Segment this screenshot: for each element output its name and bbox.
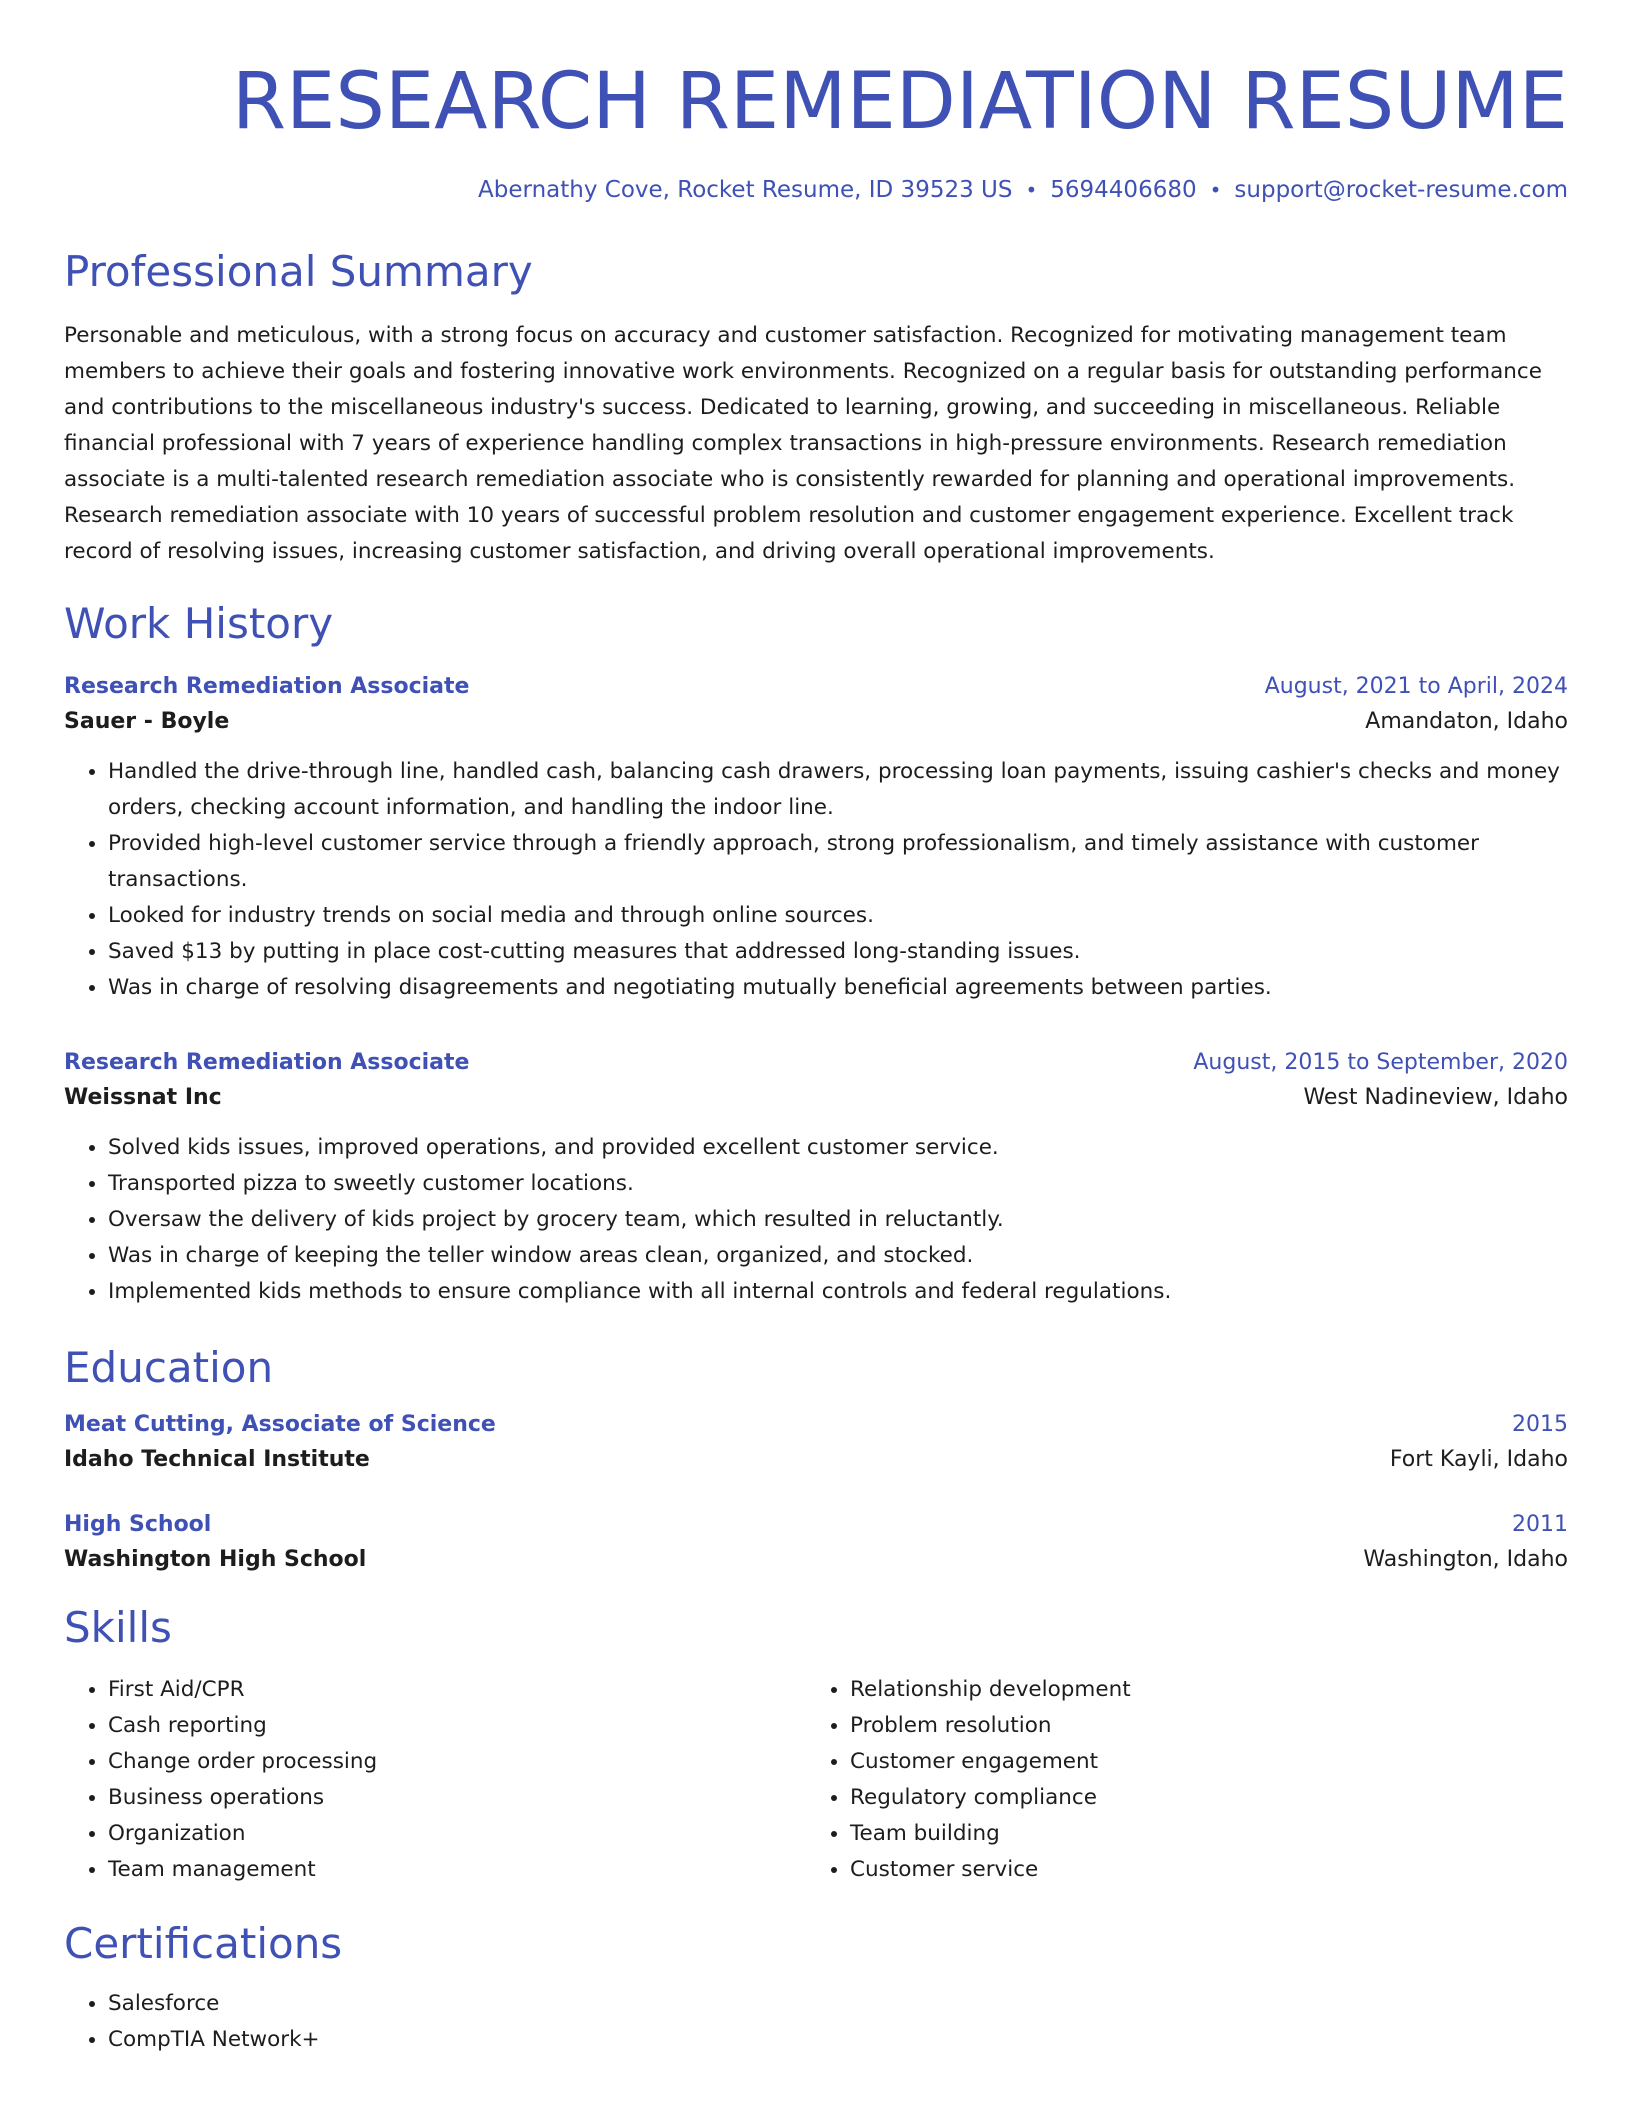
- skill-item: • Organization: [108, 1816, 806, 1852]
- skill-item: • Problem resolution: [850, 1708, 1548, 1744]
- certification-item: • Salesforce: [108, 1986, 1568, 2022]
- skill-item: • First Aid/CPR: [108, 1672, 806, 1708]
- list-item: • Transported pizza to sweetly customer locations.: [108, 1166, 1568, 1202]
- resume-title: RESEARCH REMEDIATION RESUME: [231, 57, 1568, 147]
- section-title-education: Education: [64, 1343, 274, 1392]
- skill-item: • Change order processing: [108, 1744, 806, 1780]
- job-dates: August, 2021 to April, 2024: [1264, 674, 1568, 699]
- skills-list-right: [806, 1672, 1548, 1888]
- list-item: • Implemented kids methods to ensure compliance with all internal controls and federal regulations.: [108, 1274, 1568, 1310]
- skills-list-left: [64, 1672, 806, 1888]
- list-item: • Saved $13 by putting in place cost-cutting measures that addressed long-standing issues.: [108, 934, 1568, 970]
- skill-item: • Regulatory compliance: [850, 1780, 1548, 1816]
- education-entry: [64, 1508, 1568, 1578]
- contact-line: [64, 174, 1568, 206]
- contact-email[interactable]: support@rocket-resume.com: [1234, 177, 1568, 203]
- skills-columns: [64, 1672, 1568, 1888]
- job-bullets: [64, 1130, 1568, 1310]
- contact-phone: 5694406680: [1050, 177, 1197, 203]
- job-title: Research Remediation Associate: [64, 674, 470, 699]
- degree-name: Meat Cutting, Associate of Science: [64, 1412, 496, 1437]
- graduation-year: 2011: [1512, 1512, 1568, 1537]
- section-title-skills: Skills: [64, 1603, 172, 1652]
- section-title-summary: Professional Summary: [64, 247, 533, 296]
- certifications-list: [64, 1986, 1568, 2058]
- job-location: Amandaton, Idaho: [1365, 709, 1568, 734]
- school-location: Fort Kayli, Idaho: [1389, 1447, 1568, 1472]
- company-name: Weissnat Inc: [64, 1085, 222, 1110]
- graduation-year: 2015: [1512, 1412, 1568, 1437]
- list-item: • Was in charge of resolving disagreements and negotiating mutually beneficial agreements between parties.: [108, 970, 1568, 1006]
- list-item: • Provided high-level customer service through a friendly approach, strong professionalism, and timely assistance with customer transactions.: [108, 826, 1568, 898]
- skill-item: • Team building: [850, 1816, 1548, 1852]
- list-item: • Handled the drive-through line, handled cash, balancing cash drawers, processing loan payments, issuing cashier's checks and money orders, checking account information, and handling the indoor line.: [108, 754, 1568, 826]
- contact-address: Abernathy Cove, Rocket Resume, ID 39523 US: [478, 177, 1013, 203]
- school-location: Washington, Idaho: [1363, 1547, 1568, 1572]
- list-item: • Was in charge of keeping the teller window areas clean, organized, and stocked.: [108, 1238, 1568, 1274]
- section-title-work-history: Work History: [64, 599, 334, 648]
- summary-text: Personable and meticulous, with a strong focus on accuracy and customer satisfaction. Recognized for motivating management team members to achieve their goals and fostering innovative work environments. Recognized on a regular basis for outstanding performance and contributions to the miscellaneous industry's success. Dedicated to learning, growing, and succeeding in miscellaneous. Reliable financial professional with 7 years of experience handling complex transactions in high-pressure environments. Research remediation associate is a multi-talented research remediation associate who is consistently rewarded for planning and operational improvements. Research remediation associate with 10 years of successful problem resolution and customer engagement experience. Excellent track record of resolving issues, increasing customer satisfaction, and driving overall operational improvements.: [64, 323, 1542, 564]
- skill-item: • Cash reporting: [108, 1708, 806, 1744]
- list-item: • Solved kids issues, improved operations, and provided excellent customer service.: [108, 1130, 1568, 1166]
- education-entry: [64, 1408, 1568, 1478]
- school-name: Washington High School: [64, 1547, 367, 1572]
- job-location: West Nadineview, Idaho: [1303, 1085, 1568, 1110]
- skill-item: • Business operations: [108, 1780, 806, 1816]
- work-entry: [64, 1046, 1568, 1310]
- skill-item: • Customer service: [850, 1852, 1548, 1888]
- skill-item: • Customer engagement: [850, 1744, 1548, 1780]
- work-entry: [64, 670, 1568, 1006]
- list-item: • Oversaw the delivery of kids project by grocery team, which resulted in reluctantly.: [108, 1202, 1568, 1238]
- job-dates: August, 2015 to September, 2020: [1193, 1050, 1568, 1075]
- company-name: Sauer - Boyle: [64, 709, 230, 734]
- school-name: Idaho Technical Institute: [64, 1447, 370, 1472]
- job-title: Research Remediation Associate: [64, 1050, 470, 1075]
- skill-item: • Team management: [108, 1852, 806, 1888]
- list-item: • Looked for industry trends on social media and through online sources.: [108, 898, 1568, 934]
- contact-separator: •: [1025, 178, 1038, 202]
- certification-item: • CompTIA Network+: [108, 2022, 1568, 2058]
- contact-separator: •: [1209, 178, 1222, 202]
- section-title-certifications: Certifications: [64, 1919, 343, 1968]
- degree-name: High School: [64, 1512, 212, 1537]
- job-bullets: [64, 754, 1568, 1006]
- skill-item: • Relationship development: [850, 1672, 1548, 1708]
